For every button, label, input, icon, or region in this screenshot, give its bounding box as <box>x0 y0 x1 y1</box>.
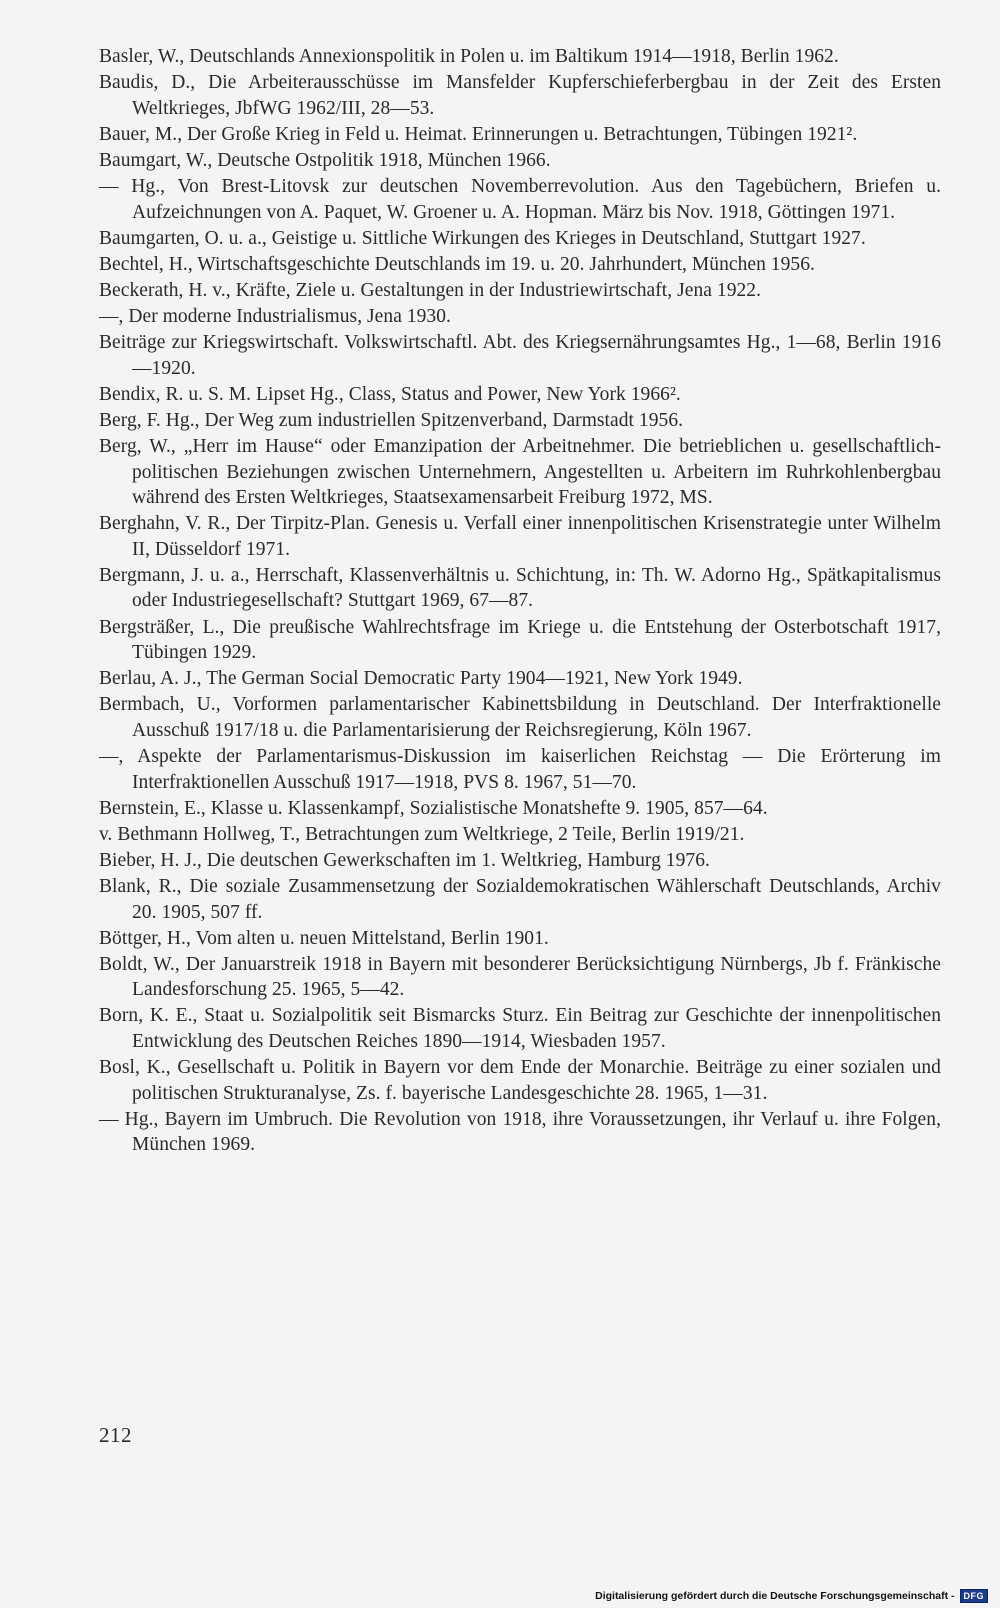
bibliography-entry: Bergsträßer, L., Die preußische Wahlrechtsfrage im Kriege u. die Entstehung der Osterbotschaft 1917, Tübingen 1929. <box>99 616 941 664</box>
bibliography-entry: Beiträge zur Kriegswirtschaft. Volkswirtschaftl. Abt. des Kriegsernährungsamtes Hg., 1—68, Berlin 1916—1920. <box>99 332 941 379</box>
bibliography-entry: Berg, F. Hg., Der Weg zum industriellen Spitzenverband, Darmstadt 1956. <box>99 409 684 431</box>
page-number: 212 <box>99 1423 132 1447</box>
bibliography-entry: Basler, W., Deutschlands Annexionspolitik in Polen u. im Baltikum 1914—1918, Berlin 1962. <box>99 46 839 67</box>
bibliography-entry: Bauer, M., Der Große Krieg in Feld u. Heimat. Erinnerungen u. Betrachtungen, Tübingen 1921². <box>99 123 858 145</box>
bibliography-entry: Born, K. E., Staat u. Sozialpolitik seit Bismarcks Sturz. Ein Beitrag zur Geschichte der innenpolitischen Entwicklung des Deutschen Reiches 1890—1914, Wiesbaden 1957. <box>99 1005 941 1053</box>
digitization-footer <box>595 1589 988 1603</box>
bibliography-entry: Bernstein, E., Klasse u. Klassenkampf, Sozialistische Monatshefte 9. 1905, 857—64. <box>99 797 768 819</box>
bibliography-entry: Baumgart, W., Deutsche Ostpolitik 1918, München 1966. <box>99 149 551 171</box>
bibliography-entry: v. Bethmann Hollweg, T., Betrachtungen zum Weltkriege, 2 Teile, Berlin 1919/21. <box>99 823 745 845</box>
bibliography-entry: Berg, W., „Herr im Hause“ oder Emanzipation der Arbeitnehmer. Die betrieblichen u. gesellschaftlich-politischen Beziehungen zwischen Unternehmern, Angestellten u. Arbeitern im Ruhrkohlenbergbau während des Ersten Weltkrieges, Staatsexamensarbeit Freiburg 1972, MS. <box>99 435 941 509</box>
bibliography-entry: Bermbach, U., Vorformen parlamentarischer Kabinettsbildung in Deutschland. Der Interfraktionelle Ausschuß 1917/18 u. die Parlamentarisierung der Reichsregierung, Köln 1967. <box>99 694 941 741</box>
bibliography-entry: Böttger, H., Vom alten u. neuen Mittelstand, Berlin 1901. <box>99 927 549 949</box>
bibliography-entry: —, Aspekte der Parlamentarismus-Diskussion im kaiserlichen Reichstag — Die Erörterung im Interfraktionellen Ausschuß 1917—1918, PVS 8. 1967, 51—70. <box>99 746 941 793</box>
bibliography-entry: Berlau, A. J., The German Social Democratic Party 1904—1921, New York 1949. <box>99 668 743 690</box>
bibliography-entry: Bendix, R. u. S. M. Lipset Hg., Class, Status and Power, New York 1966². <box>99 383 681 405</box>
bibliography-entry: —, Der moderne Industrialismus, Jena 1930. <box>99 305 451 327</box>
dfg-logo: DFG <box>960 1589 989 1603</box>
bibliography-entry: Berghahn, V. R., Der Tirpitz-Plan. Genesis u. Verfall einer innenpolitischen Krisenstrategie unter Wilhelm II, Düsseldorf 1971. <box>99 513 941 560</box>
bibliography-entry: Baumgarten, O. u. a., Geistige u. Sittliche Wirkungen des Krieges in Deutschland, Stuttgart 1927. <box>99 227 866 249</box>
bibliography-entry: — Hg., Bayern im Umbruch. Die Revolution von 1918, ihre Voraussetzungen, ihr Verlauf u. ihre Folgen, München 1969. <box>99 1108 941 1156</box>
bibliography-entry: Bosl, K., Gesellschaft u. Politik in Bayern vor dem Ende der Monarchie. Beiträge zu einer sozialen und politischen Strukturanalyse, Zs. f. bayerische Landesgeschichte 28. 1965, 1—31. <box>99 1057 941 1104</box>
bibliography-entry: Bergmann, J. u. a., Herrschaft, Klassenverhältnis u. Schichtung, in: Th. W. Adorno Hg., Spätkapitalismus oder Industriegesellschaft? Stuttgart 1969, 67—87. <box>99 564 941 612</box>
bibliography-entry: Boldt, W., Der Januarstreik 1918 in Bayern mit besonderer Berücksichtigung Nürnbergs, Jb f. Fränkische Landesforschung 25. 1965, 5—42. <box>99 953 941 1001</box>
bibliography-entry: Bieber, H. J., Die deutschen Gewerkschaften im 1. Weltkrieg, Hamburg 1976. <box>99 849 710 871</box>
bibliography-entry: Baudis, D., Die Arbeiterausschüsse im Mansfelder Kupferschieferbergbau in der Zeit des Ersten Weltkrieges, JbfWG 1962/III, 28—53. <box>99 72 941 119</box>
footer-credit-text: Digitalisierung gefördert durch die Deutsche Forschungsgemeinschaft - <box>595 1590 955 1602</box>
bibliography-entry: Beckerath, H. v., Kräfte, Ziele u. Gestaltungen in der Industriewirtschaft, Jena 1922. <box>99 279 762 301</box>
bibliography-entry: Blank, R., Die soziale Zusammensetzung der Sozialdemokratischen Wählerschaft Deutschlands, Archiv 20. 1905, 507 ff. <box>99 876 941 923</box>
bibliography-entry: Bechtel, H., Wirtschaftsgeschichte Deutschlands im 19. u. 20. Jahrhundert, München 1956. <box>99 253 815 275</box>
bibliography-list <box>99 44 941 1159</box>
bibliography-entry: — Hg., Von Brest-Litovsk zur deutschen Novemberrevolution. Aus den Tagebüchern, Briefen u. Aufzeichnungen von A. Paquet, W. Groener u. A. Hopman. März bis Nov. 1918, Göttingen 1971. <box>99 175 941 223</box>
